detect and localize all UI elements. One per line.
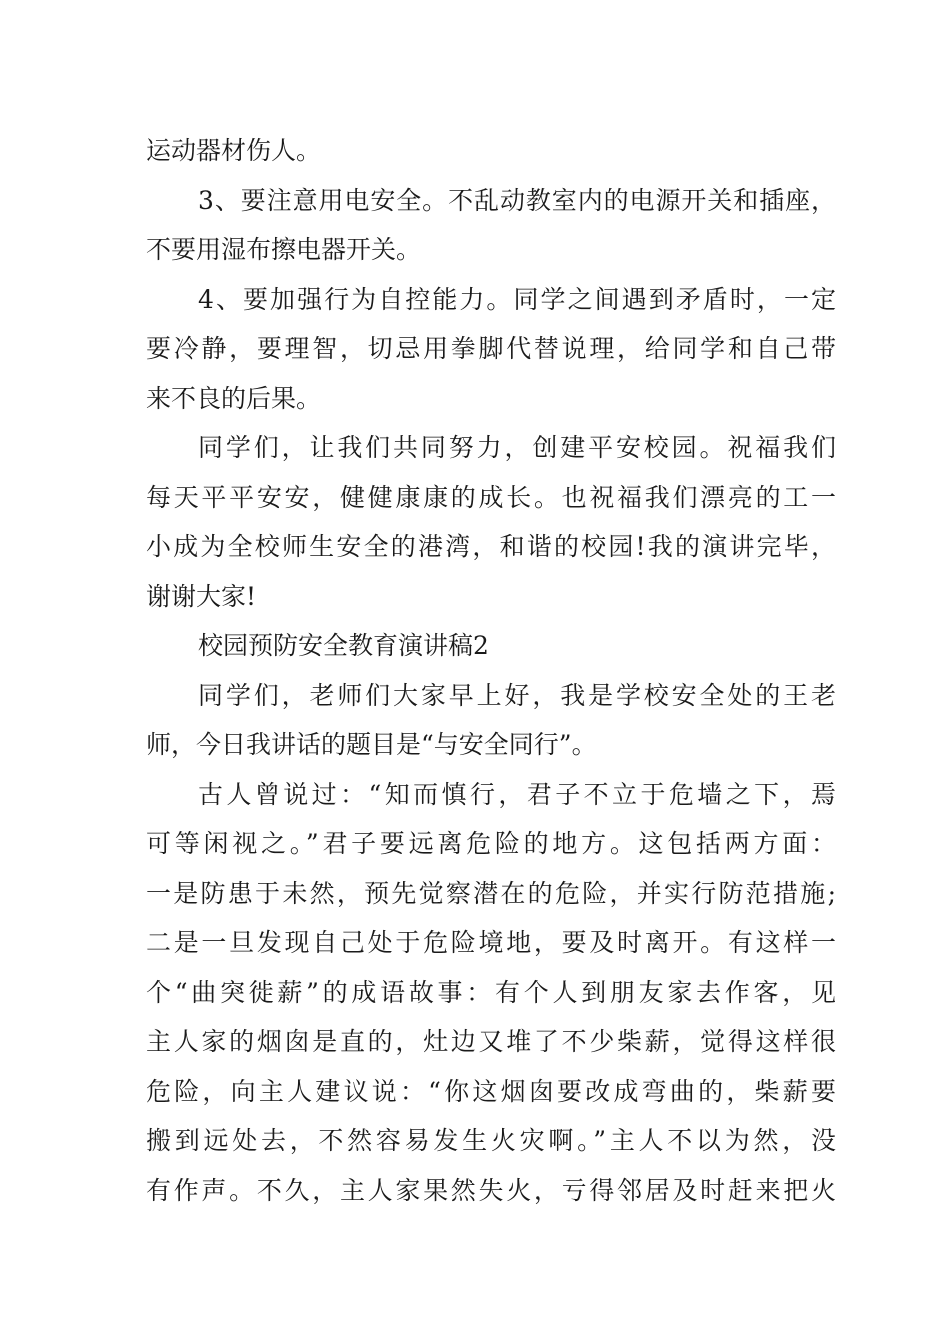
- text-line: 二是一旦发现自己处于危险境地，要及时离开。有这样一: [146, 928, 836, 957]
- document-body: [146, 126, 836, 1215]
- text-line: 3、要注意用电安全。不乱动教室内的电源开关和插座，: [198, 185, 836, 215]
- text-line: 个“曲突徙薪”的成语故事：有个人到朋友家去作客，见: [146, 977, 836, 1007]
- text-line: 运动器材伤人。: [146, 136, 322, 165]
- text-line: 谢谢大家!: [146, 581, 257, 611]
- text-line: 校园预防安全教育演讲稿2: [198, 631, 489, 660]
- text-line: 同学们，让我们共同努力，创建平安校园。祝福我们: [198, 433, 836, 462]
- text-line: 来不良的后果。: [146, 383, 322, 413]
- text-line: 要冷静，要理智，切忌用拳脚代替说理，给同学和自己带: [146, 334, 836, 363]
- text-line: 危险，向主人建议说：“你这烟囱要改成弯曲的，柴薪要: [146, 1076, 836, 1106]
- text-line: 有作声。不久，主人家果然失火，亏得邻居及时赶来把火: [146, 1175, 836, 1205]
- text-line: 4、要加强行为自控能力。同学之间遇到矛盾时，一定: [198, 284, 836, 314]
- text-line: 不要用湿布擦电器开关。: [146, 235, 422, 264]
- text-line: 搬到远处去，不然容易发生火灾啊。”主人不以为然，没: [146, 1126, 836, 1155]
- text-line: 一是防患于未然，预先觉察潜在的危险，并实行防范措施;: [146, 878, 836, 908]
- text-line: 师，今日我讲话的题目是“与安全同行”。: [146, 730, 597, 759]
- text-line: 古人曾说过：“知而慎行，君子不立于危墙之下，焉: [198, 779, 836, 809]
- text-line: 小成为全校师生安全的港湾，和谐的校园!我的演讲完毕，: [146, 532, 836, 561]
- text-line: 可等闲视之。”君子要远离危险的地方。这包括两方面：: [146, 829, 836, 858]
- text-line: 同学们，老师们大家早上好，我是学校安全处的王老: [198, 680, 836, 710]
- text-line: 主人家的烟囱是直的，灶边又堆了不少柴薪，觉得这样很: [146, 1027, 836, 1056]
- text-line: 每天平平安安，健健康康的成长。也祝福我们漂亮的工一: [146, 482, 836, 512]
